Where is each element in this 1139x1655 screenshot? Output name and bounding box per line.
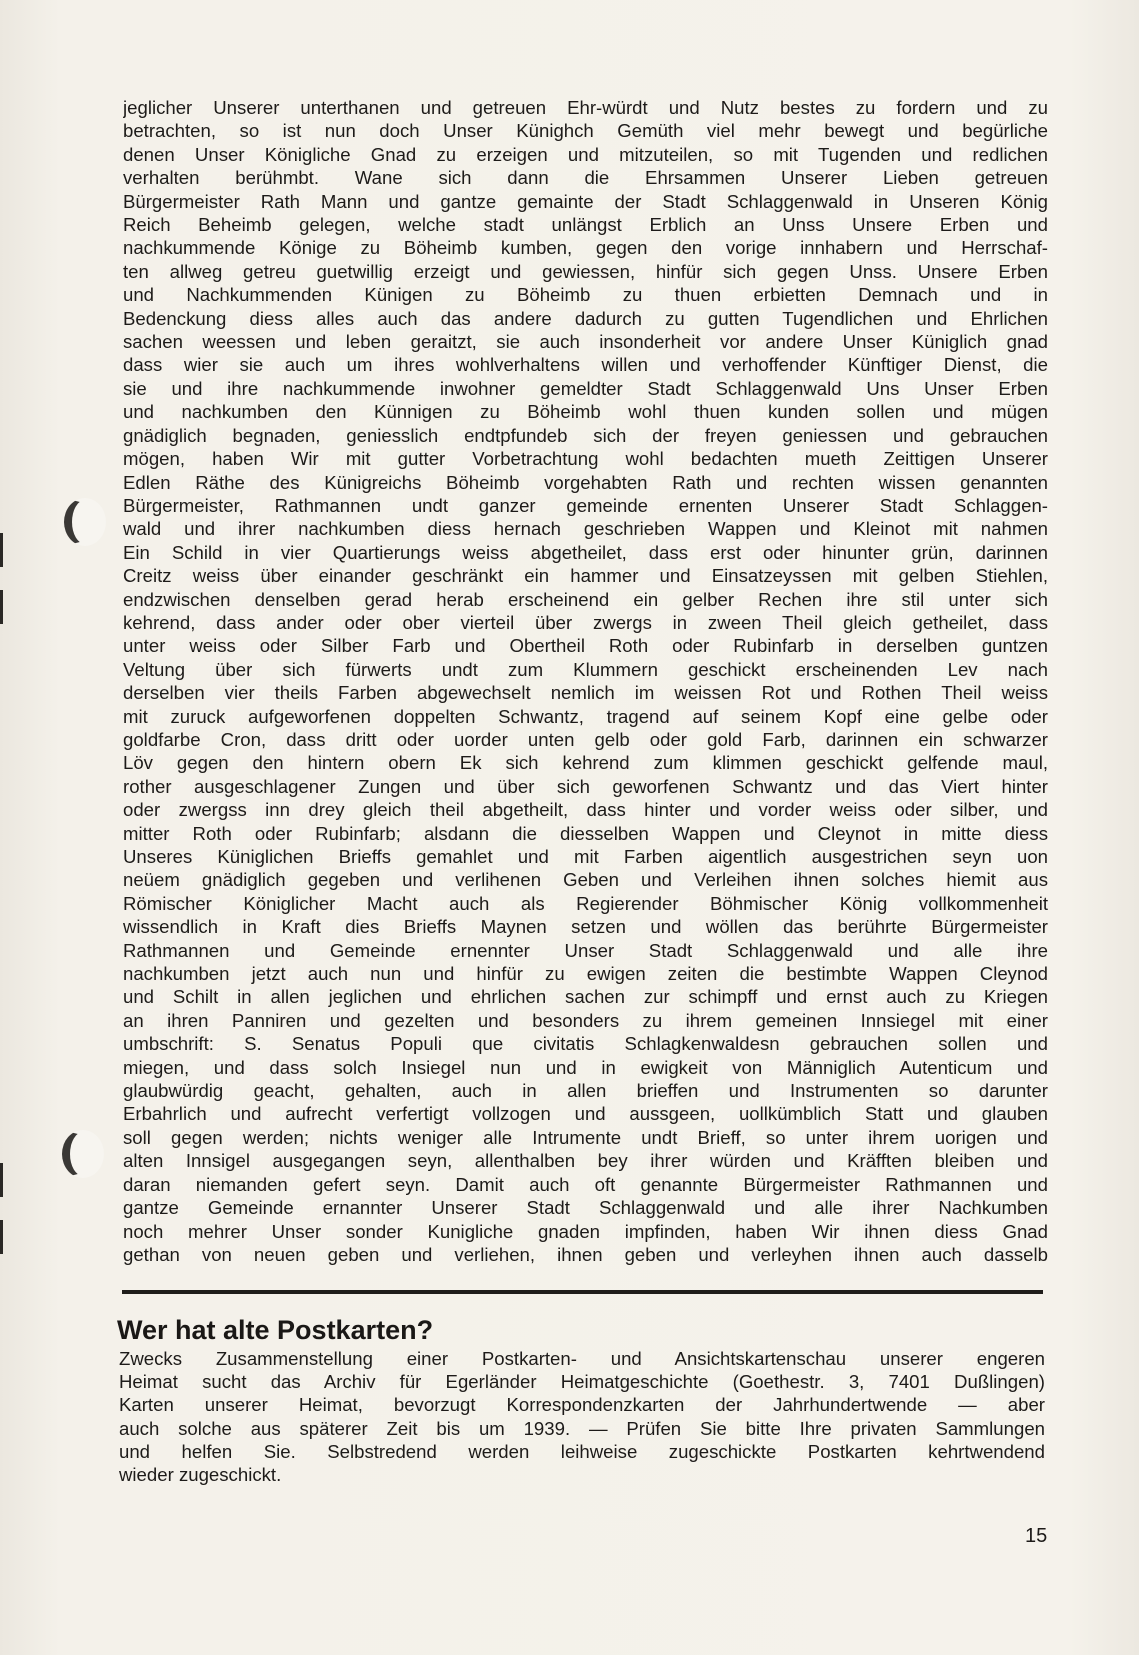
text-line: noch mehrer Unser sonder Kunigliche gnaden impfinden, haben Wir ihnen diess Gnad [123, 1220, 1048, 1242]
text-line: derselben vier theils Farben abgewechselt nemlich im weissen Rot und Rothen Theil weiss [123, 682, 1048, 704]
text-line: goldfarbe Cron, dass dritt oder uorder unten gelb oder gold Farb, darinnen ein schwarzer [123, 728, 1048, 750]
section-text-line: Zwecks Zusammenstellung einer Postkarten- und Ansichtskartenschau unserer engeren [119, 1348, 1045, 1369]
text-line: kehrend, dass ander oder ober vierteil über zwergs in zween Theil gleich getheilet, dass [123, 611, 1048, 633]
text-line: ten allweg getreu guetwillig erzeigt und gewiessen, hinfür sich gegen Unss. Unsere Erben [123, 260, 1048, 282]
text-line: und Nachkummenden Künigen zu Böheimb zu thuen erbietten Demnach und in [123, 284, 1048, 306]
main-text-block [123, 96, 1048, 1266]
text-line: gnädiglich begnaden, geniesslich endtpfundeb sich der freyen geniessen und gebrauchen [123, 424, 1048, 446]
text-line: mögen, haben Wir mit gutter Vorbetrachtung wohl bedachten mueth Zeittigen Unserer [123, 448, 1048, 470]
page-number: 15 [1025, 1525, 1048, 1547]
text-line: neüem gnädiglich gegeben und verlihenen Geben und Verleihen ihnen solches hiemit aus [123, 869, 1048, 891]
text-line: Bedenckung diess alles auch das andere dadurch zu gutten Tugendlichen und Ehrlichen [123, 307, 1048, 329]
section-text-line: und helfen Sie. Selbstredend werden leihweise zugeschickte Postkarten kehrtwendend [119, 1440, 1045, 1462]
text-line: mitter Roth oder Rubinfarb; alsdann die diesselben Wappen und Cleynot in mitte diess [123, 822, 1048, 844]
section-heading: Wer hat alte Postkarten? [117, 1315, 434, 1345]
text-line: Edlen Räthe des Künigreichs Böheimb vorgehabten Rath und rechten wissen genannten [123, 471, 1048, 493]
text-line: Veltung über sich fürwerts undt zum Klummern geschickt erscheinenden Lev nach [123, 658, 1048, 680]
section-divider [122, 1290, 1043, 1294]
section-text-line: Karten unserer Heimat, bevorzugt Korrespondenzkarten der Jahrhundertwende — aber [119, 1394, 1045, 1416]
text-line: wald und ihrer nachkumben diess hernach geschrieben Wappen und Kleinot mit nahmen [123, 518, 1048, 540]
text-line: nachkumben jetzt auch nun und hinfür zu ewigen zeiten die bestimbte Wappen Cleynod [123, 963, 1048, 985]
text-line: gethan von neuen geben und verliehen, ihnen geben und verleyhen ihnen auch dasselb [123, 1243, 1048, 1265]
text-line: oder zwergss inn drey gleich theil abgetheilt, dass hinter und vorder weiss oder silber, und [123, 799, 1048, 821]
section-text-line: Heimat sucht das Archiv für Egerländer Heimatgeschichte (Goethestr. 3, 7401 Dußlingen) [119, 1371, 1045, 1393]
text-line: glaubwürdig geacht, gehalten, auch in allen brieffen und Instrumenten so darunter [123, 1080, 1048, 1102]
text-line: nachkummende Könige zu Böheimb kumben, gegen den vorige innhabern und Herrschaf- [123, 237, 1048, 259]
edge-mark [0, 1220, 3, 1254]
edge-mark [0, 533, 3, 567]
text-line: Löv gegen den hintern obern Ek sich kehrend zum klimmen geschickt gelfende maul, [123, 752, 1048, 774]
text-line: und Schilt in allen jeglichen und ehrlichen sachen zur schimpff und ernst auch zu Kriegen [123, 986, 1048, 1008]
text-line: dass wier sie auch um ihres wohlverhaltens willen und verhoffender Künftiger Dienst, die [123, 354, 1048, 376]
text-line: Unseres Küniglichen Brieffs gemahlet und mit Farben aigentlich ausgestrichen seyn uon [123, 846, 1048, 867]
text-line: Bürgermeister Rath Mann und gantze gemainte der Stadt Schlaggenwald in Unseren König [123, 190, 1048, 212]
text-line: daran niemanden gefert seyn. Damit auch oft genannte Bürgermeister Rathmannen und [123, 1173, 1048, 1195]
edge-mark [0, 1163, 3, 1197]
text-line: endzwischen denselben gerad herab erscheinend ein gelber Rechen ihre stil unter sich [123, 588, 1048, 610]
text-line: Bürgermeister, Rathmannen undt ganzer gemeinde ernenten Unserer Stadt Schlaggen- [123, 494, 1048, 516]
text-line: alten Innsigel ausgegangen seyn, allenthalben bey ihrer würden und Kräfften bleiben und [123, 1150, 1048, 1172]
punch-hole [62, 1130, 104, 1178]
text-line: Ein Schild in vier Quartierungs weiss abgetheilet, dass erst oder hinunter grün, darinnen [123, 541, 1048, 563]
text-line: wissendlich in Kraft dies Brieffs Maynen setzen und wöllen das berührte Bürgermeister [123, 916, 1048, 938]
text-line: verhalten berühmbt. Wane sich dann die Ehrsammen Unserer Lieben getreuen [123, 167, 1048, 189]
edge-mark [0, 590, 3, 624]
text-line: Römischer Königlicher Macht auch als Regierender Böhmischer König vollkommenheit [123, 892, 1048, 914]
text-line: gantze Gemeinde ernannter Unserer Stadt Schlaggenwald und alle ihrer Nachkumben [123, 1197, 1048, 1219]
text-line: mit zuruck aufgeworfenen doppelten Schwantz, tragend auf seinem Kopf eine gelbe oder [123, 705, 1048, 727]
text-line: umbschrift: S. Senatus Populi que civitatis Schlagkenwaldesn gebrauchen sollen und [123, 1033, 1048, 1055]
text-line: soll gegen werden; nichts weniger alle Intrumente undt Brieff, so unter ihrem uorigen und [123, 1126, 1048, 1148]
text-line: rother ausgeschlagener Zungen und über sich geworfenen Schwantz und das Viert hinter [123, 775, 1048, 797]
text-line: unter weiss oder Silber Farb und Obertheil Roth oder Rubinfarb in derselben guntzen [123, 635, 1048, 657]
text-line: und nachkumben den Künnigen zu Böheimb wohl thuen kunden sollen und mügen [123, 401, 1048, 423]
section-text-block [119, 1347, 1045, 1486]
section-text-line: auch solche aus späterer Zeit bis um 1939. — Prüfen Sie bitte Ihre privaten Sammlungen [119, 1417, 1045, 1439]
text-line: jeglicher Unserer unterthanen und getreuen Ehr-würdt und Nutz bestes zu fordern und zu [123, 97, 1048, 118]
text-line: betrachten, so ist nun doch Unser Künighch Gemüth viel mehr bewegt und begürliche [123, 120, 1048, 142]
text-line: miegen, und dass solch Insiegel nun und in ewigkeit von Männiglich Autenticum und [123, 1056, 1048, 1078]
text-line: denen Unser Königliche Gnad zu erzeigen und mitzuteilen, so mit Tugenden und redlichen [123, 143, 1048, 165]
text-line: Rathmannen und Gemeinde ernennter Unser Stadt Schlaggenwald und alle ihre [123, 939, 1048, 961]
text-line: Reich Beheimb gelegen, welche stadt unlängst Erblich an Unss Unsere Erben und [123, 214, 1048, 236]
text-line: an ihren Panniren und gezelten und besonders zu ihrem gemeinen Innsiegel mit einer [123, 1009, 1048, 1031]
text-line: sie und ihre nachkummende inwohner gemeldter Stadt Schlaggenwald Uns Unser Erben [123, 377, 1048, 399]
text-line: Creitz weiss über einander geschränkt ein hammer und Einsatzeyssen mit gelben Stiehlen, [123, 565, 1048, 587]
section-text-line: wieder zugeschickt. [119, 1464, 282, 1486]
text-line: sachen weessen und leben geraitzt, sie auch insonderheit vor andere Unser Küniglich gnad [123, 331, 1048, 353]
text-line: Erbahrlich und aufrecht verfertigt vollzogen und aussgeen, uollkümblich Statt und glauben [123, 1103, 1048, 1125]
punch-hole [64, 498, 106, 546]
